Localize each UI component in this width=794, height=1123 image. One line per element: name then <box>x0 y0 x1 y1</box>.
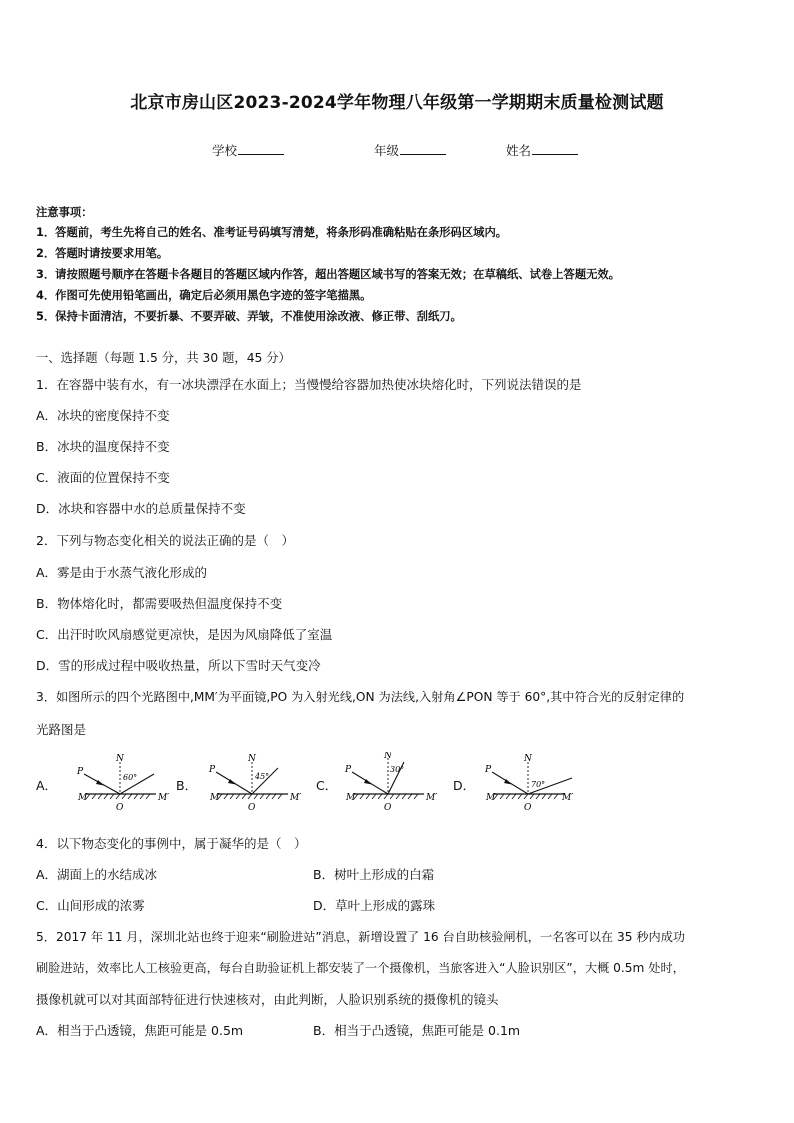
notice-item: 1．答题前，考生先将自己的姓名、准考证号码填写清楚，将条形码准确粘贴在条形码区域内。 <box>36 226 508 239</box>
q2-option-d: D．雪的形成过程中吸收热量，所以下雪时天气变冷 <box>36 658 321 673</box>
q5-stem-line1: 5．2017 年 11 月，深圳北站也终于迎来“刷脸进站”消息，新增设置了 16 台自助核验闸机，一名客可以在 35 秒内成功 <box>36 930 686 944</box>
q4-option-b: B．树叶上形成的白霜 <box>313 867 435 882</box>
name-field <box>506 141 578 159</box>
q3-diagram-c <box>342 752 438 814</box>
notice-item: 4．作图可先使用铅笔画出，确定后必须用黑色字迹的签字笔描黑。 <box>36 289 372 302</box>
q4-stem: 4．以下物态变化的事例中，属于凝华的是（ ） <box>36 836 307 851</box>
q1-option-d: D．冰块和容器中水的总质量保持不变 <box>36 501 246 516</box>
name-label: 姓名 <box>506 143 532 158</box>
q4-option-c: C．山间形成的浓雾 <box>36 898 145 913</box>
notice-item: 2．答题时请按要求用笔。 <box>36 247 169 260</box>
school-label: 学校 <box>212 143 238 158</box>
section-heading: 一、选择题（每题 1.5 分，共 30 题，45 分） <box>36 351 291 365</box>
diagram-letter-p: P <box>209 765 216 775</box>
name-blank <box>532 142 578 155</box>
q1-option-c: C．液面的位置保持不变 <box>36 470 170 485</box>
q1-option-a: A．冰块的密度保持不变 <box>36 408 170 423</box>
diagram-letter-p: P <box>345 765 352 775</box>
diagram-letter-mprime: M′ <box>290 793 302 803</box>
q3-diagram-a <box>74 752 170 814</box>
diagram-letter-mprime: M′ <box>562 793 574 803</box>
grade-label: 年级 <box>374 143 400 158</box>
q3-label-a: A． <box>36 778 58 793</box>
q3-label-d: D． <box>453 778 476 793</box>
q3-diagram-d <box>482 752 578 814</box>
diagram-letter-m: M <box>346 793 356 803</box>
diagram-letter-n: N <box>248 754 256 764</box>
diagram-angle: 30° <box>390 765 405 774</box>
q1-stem: 1．在容器中装有水，有一冰块漂浮在水面上；当慢慢给容器加热使冰块熔化时，下列说法错误的是 <box>36 377 582 392</box>
q3-label-c: C． <box>316 778 338 793</box>
diagram-letter-o: O <box>248 803 256 813</box>
q2-stem: 2．下列与物态变化相关的说法正确的是（ ） <box>36 533 294 548</box>
q3-diagram-b <box>206 752 302 814</box>
diagram-angle: 60° <box>123 773 138 782</box>
q2-option-b: B．物体熔化时，都需要吸热但温度保持不变 <box>36 596 283 611</box>
diagram-letter-n: N <box>116 754 124 764</box>
notice-item: 3．请按照题号顺序在答题卡各题目的答题区域内作答，超出答题区域书写的答案无效；在草稿纸、试卷上答题无效。 <box>36 268 621 281</box>
diagram-letter-mprime: M′ <box>426 793 438 803</box>
school-blank <box>238 142 284 155</box>
q2-option-a: A．雾是由于水蒸气液化形成的 <box>36 565 208 580</box>
diagram-letter-n: N <box>384 752 392 761</box>
q5-stem-line2: 刷脸进站，效率比人工核验更高，每台自助验证机上都安装了一个摄像机，当旅客进入“人脸识别区”，大概 0.5m 处时， <box>36 961 685 975</box>
notice-heading: 注意事项： <box>36 206 93 219</box>
diagram-letter-o: O <box>384 803 392 813</box>
grade-blank <box>400 142 446 155</box>
diagram-angle: 45° <box>255 772 270 781</box>
q5-option-b: B．相当于凸透镜，焦距可能是 0.1m <box>313 1023 521 1038</box>
diagram-letter-mprime: M′ <box>158 793 170 803</box>
diagram-angle: 70° <box>531 780 546 789</box>
q2-option-c: C．出汗时吹风扇感觉更凉快，是因为风扇降低了室温 <box>36 627 333 642</box>
diagram-letter-m: M <box>210 793 220 803</box>
diagram-letter-o: O <box>524 803 532 813</box>
diagram-letter-o: O <box>116 803 124 813</box>
diagram-letter-p: P <box>485 765 492 775</box>
diagram-letter-n: N <box>524 754 532 764</box>
grade-field <box>374 141 446 159</box>
q3-stem-line2: 光路图是 <box>36 722 87 737</box>
q3-label-b: B． <box>176 778 198 793</box>
q5-option-a: A．相当于凸透镜，焦距可能是 0.5m <box>36 1023 244 1038</box>
q3-stem-line1: 3．如图所示的四个光路图中,MM′为平面镜,PO 为入射光线,ON 为法线,入射角∠PON 等于 60°,其中符合光的反射定律的 <box>36 690 685 704</box>
q4-option-d: D．草叶上形成的露珠 <box>313 898 436 913</box>
school-field <box>212 141 284 159</box>
diagram-letter-p: P <box>77 767 84 777</box>
q5-stem-line3: 摄像机就可以对其面部特征进行快速核对，由此判断，人脸识别系统的摄像机的镜头 <box>36 992 499 1007</box>
notice-item: 5．保持卡面清洁，不要折暴、不要弄破、弄皱，不准使用涂改液、修正带、刮纸刀。 <box>36 310 462 323</box>
page-title: 北京市房山区2023-2024学年物理八年级第一学期期末质量检测试题 <box>130 93 664 113</box>
q4-option-a: A．湖面上的水结成冰 <box>36 867 158 882</box>
diagram-letter-m: M <box>486 793 496 803</box>
diagram-letter-m: M <box>78 793 88 803</box>
q1-option-b: B．冰块的温度保持不变 <box>36 439 170 454</box>
